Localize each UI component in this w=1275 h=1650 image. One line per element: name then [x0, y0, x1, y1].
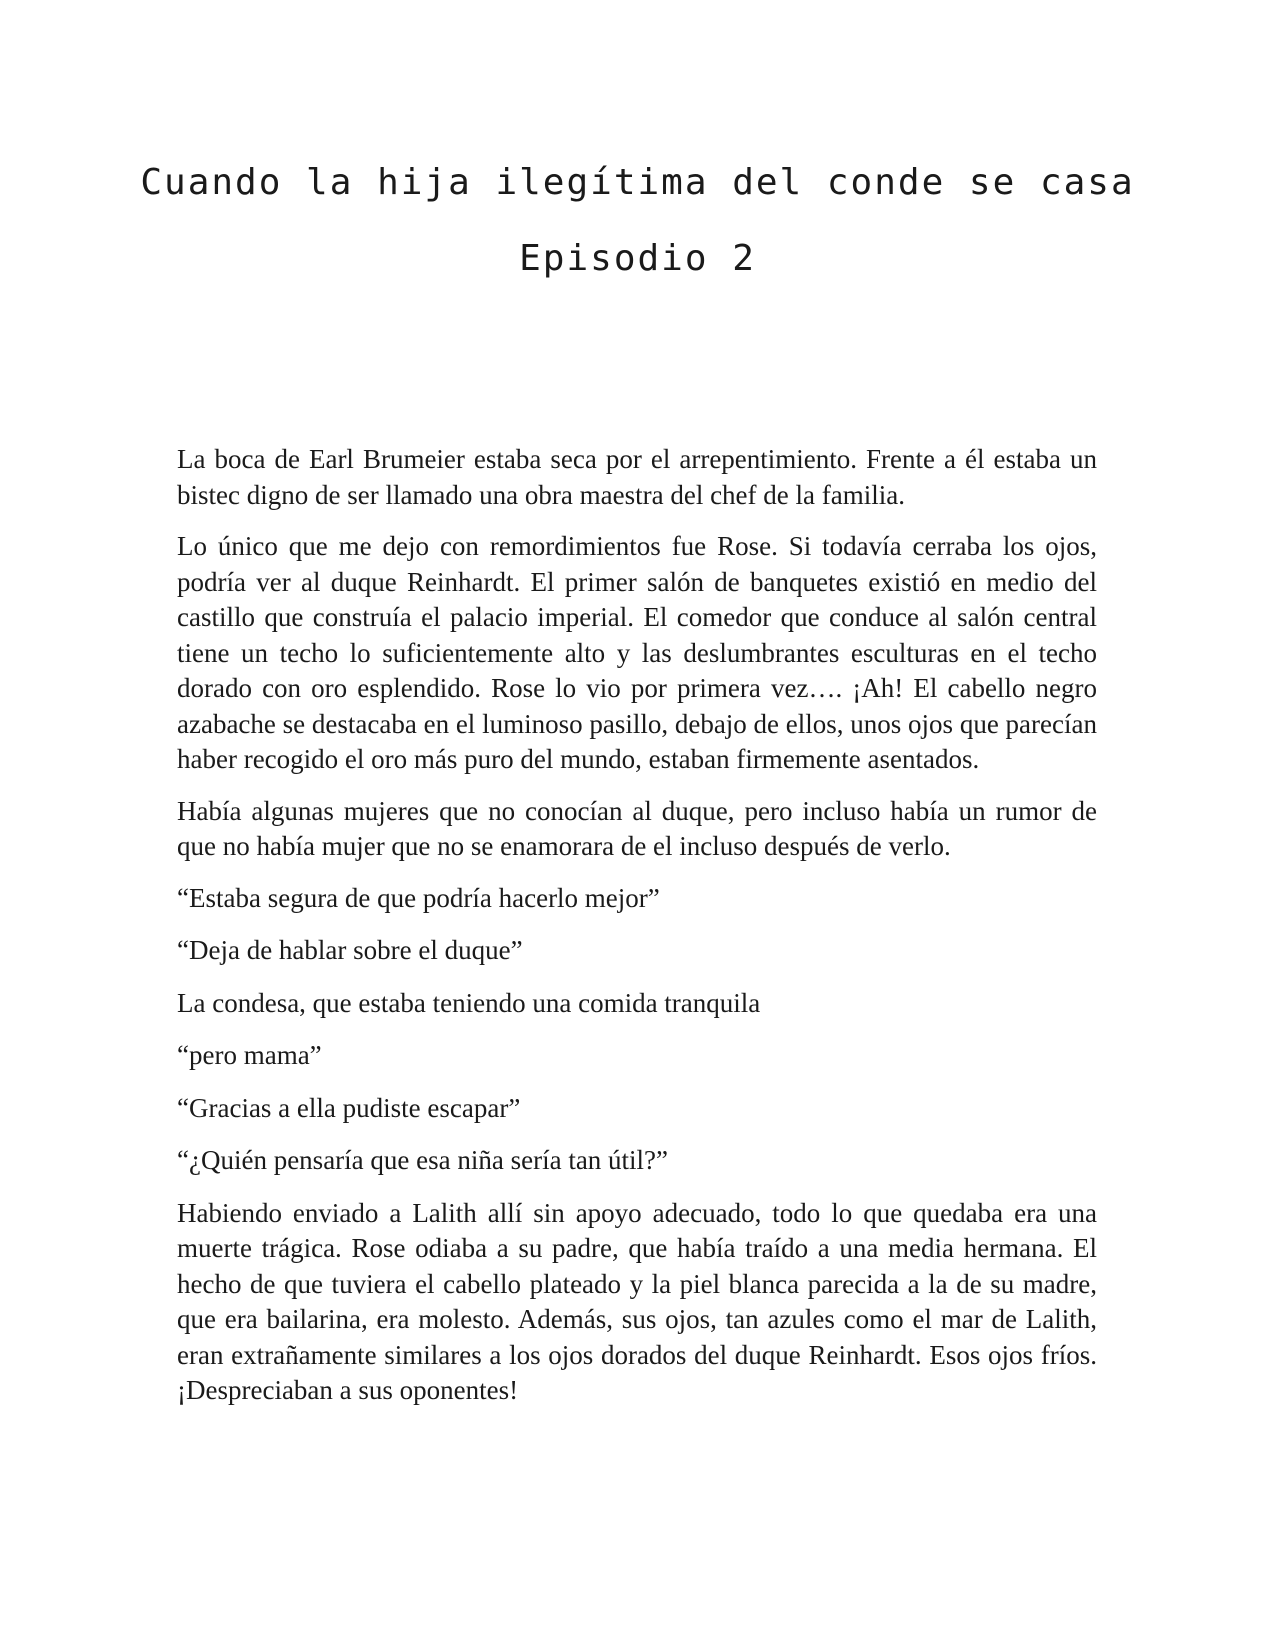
- title-block: [0, 145, 1275, 297]
- document-title: Cuando la hija ilegítima del conde se casa: [140, 162, 1135, 203]
- paragraph-final: Habiendo enviado a Lalith allí sin apoyo adecuado, todo lo que quedaba era una muerte trágica. Rose odiaba a su padre, que había traído a una media hermana. El hecho de que tuviera el cabello plateado y la piel blanca parecida a la de su madre, que era bailarina, era molesto. Además, sus ojos, tan azules como el mar de Lalith, eran extrañamente similares a los ojos dorados del duque Reinhardt. Esos ojos fríos. ¡Despreciaban a sus oponentes!: [177, 1197, 1097, 1405]
- paragraph-2: Lo único que me dejo con remordimientos fue Rose. Si todavía cerraba los ojos, podría ver al duque Reinhardt. El primer salón de banquetes existió en medio del castillo que construía el palacio imperial. El comedor que conduce al salón central tiene un techo lo suficientemente alto y las deslumbrantes esculturas en el techo dorado con oro esplendido. Rose lo vio por primera vez…. ¡Ah! El cabello negro azabache se destacaba en el luminoso pasillo, debajo de ellos, unos ojos que parecían haber recogido el oro más puro del mundo, estaban firmemente asentados.: [177, 531, 1097, 774]
- body-text: [177, 442, 1097, 1425]
- paragraph-3: Había algunas mujeres que no conocían al duque, pero incluso había un rumor de que no había mujer que no se enamorara de el incluso después de verlo.: [177, 795, 1097, 861]
- dialogue-line-2: “Deja de hablar sobre el duque”: [177, 935, 523, 965]
- dialogue-line-3: “pero mama”: [177, 1040, 322, 1070]
- paragraph-1: La boca de Earl Brumeier estaba seca por el arrepentimiento. Frente a él estaba un bistec digno de ser llamado una obra maestra del chef de la familia.: [177, 444, 1097, 510]
- episode-subtitle: Episodio 2: [519, 238, 756, 279]
- dialogue-line-5: “¿Quién pensaría que esa niña sería tan útil?”: [177, 1145, 669, 1175]
- dialogue-line-4: “Gracias a ella pudiste escapar”: [177, 1092, 521, 1123]
- narration-line: La condesa, que estaba teniendo una comida tranquila: [177, 987, 761, 1018]
- dialogue-line-1: “Estaba segura de que podría hacerlo mejor”: [177, 882, 660, 913]
